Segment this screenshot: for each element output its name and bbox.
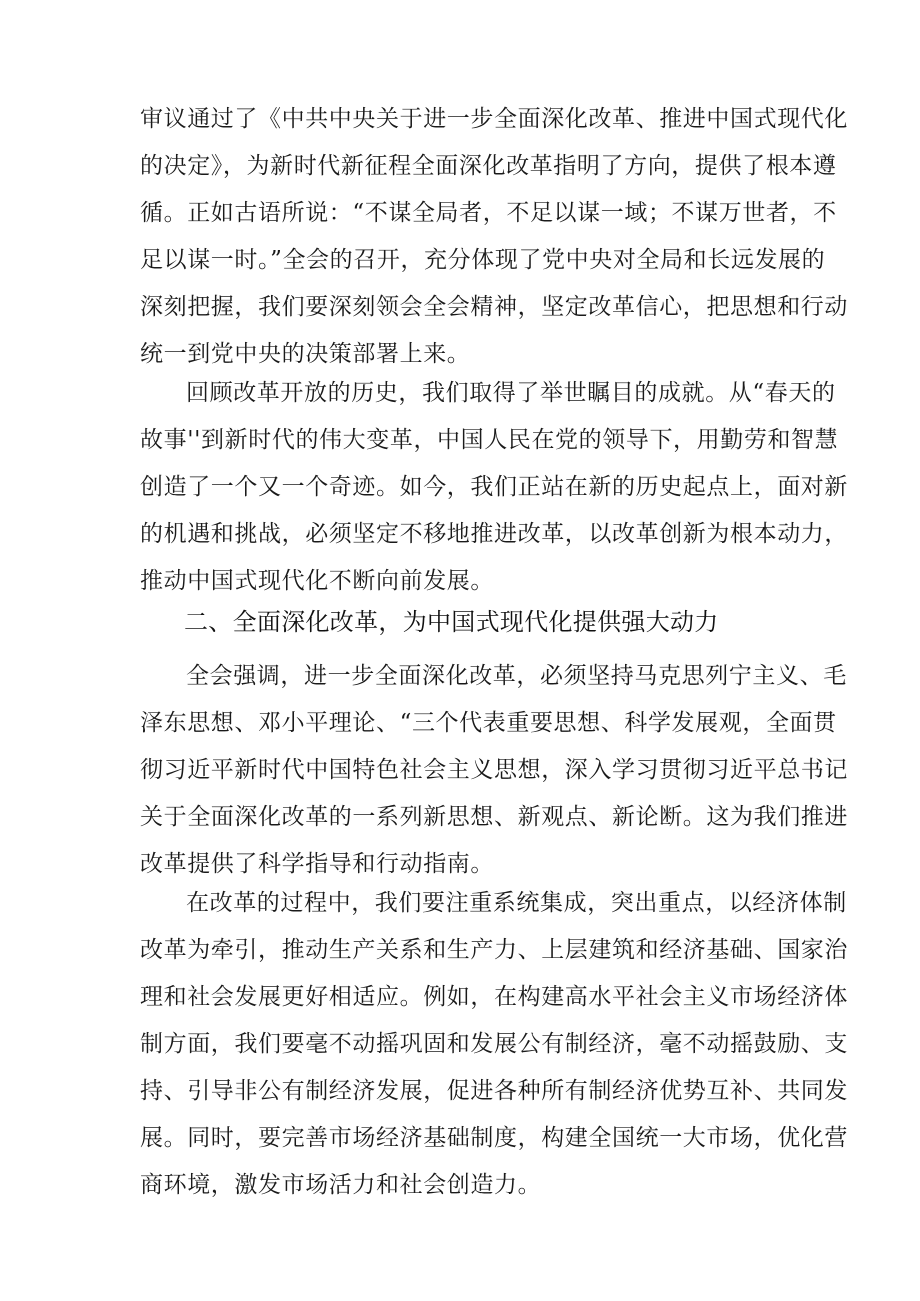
paragraph-line: 的机遇和挑战，必须坚定不移地推进改革，以改革创新为根本动力， [140,521,848,547]
paragraph-line: 在改革的过程中，我们要注重系统集成，突出重点，以经济体制 [186,890,847,916]
paragraph-line: 审议通过了《中共中央关于进一步全面深化改革、推进中国式现代化 [140,106,848,132]
paragraph-line: 理和社会发展更好相适应。例如，在构建高水平社会主义市场经济体 [140,984,848,1010]
paragraph-line: 展。同时，要完善市场经济基础制度，构建全国统一大市场，优化营 [140,1125,848,1151]
paragraph-2 [140,370,848,605]
paragraph-line: 创造了一个又一个奇迹。如今，我们正站在新的历史起点上，面对新 [140,474,848,500]
paragraph-line: 泽东思想、邓小平理论、“三个代表重要思想、科学发展观，全面贯 [140,710,837,736]
paragraph-line: 深刻把握，我们要深刻领会全会精神，坚定改革信心，把思想和行动 [140,294,848,320]
section-heading: 二、全面深化改革，为中国式现代化提供强大动力 [184,608,719,636]
paragraph-line: 商环境，激发市场活力和社会创造力。 [140,1172,542,1198]
paragraph-line: 循。正如古语所说：“不谋全局者，不足以谋一域；不谋万世者，不 [140,200,837,226]
paragraph-line: 推动中国式现代化不断向前发展。 [140,568,494,594]
paragraph-line: 改革为牵引，推动生产关系和生产力、上层建筑和经济基础、国家治 [140,937,848,963]
paragraph-4 [140,880,848,1209]
paragraph-line: 足以谋一时。”全会的召开，充分体现了党中央对全局和长远发展的 [140,247,826,273]
paragraph-3 [140,653,848,888]
paragraph-line: 制方面，我们要毫不动摇巩固和发展公有制经济，毫不动摇鼓励、支 [140,1031,848,1057]
paragraph-1 [140,96,848,378]
paragraph-line: 故事''到新时代的伟大变革，中国人民在党的领导下，用勤劳和智慧 [140,427,839,453]
paragraph-line: 持、引导非公有制经济发展，促进各种所有制经济优势互补、共同发 [140,1078,848,1104]
paragraph-line: 改革提供了科学指导和行动指南。 [140,851,494,877]
paragraph-line: 彻习近平新时代中国特色社会主义思想，深入学习贯彻习近平总书记 [140,757,848,783]
paragraph-line: 统一到党中央的决策部署上来。 [140,341,471,367]
paragraph-line: 全会强调，进一步全面深化改革，必须坚持马克思列宁主义、毛 [186,663,847,689]
paragraph-line: 回顾改革开放的历史，我们取得了举世瞩目的成就。从“春天的 [186,380,836,406]
paragraph-line: 的决定》，为新时代新征程全面深化改革指明了方向，提供了根本遵 [140,153,837,179]
paragraph-line: 关于全面深化改革的一系列新思想、新观点、新论断。这为我们推进 [140,804,848,830]
